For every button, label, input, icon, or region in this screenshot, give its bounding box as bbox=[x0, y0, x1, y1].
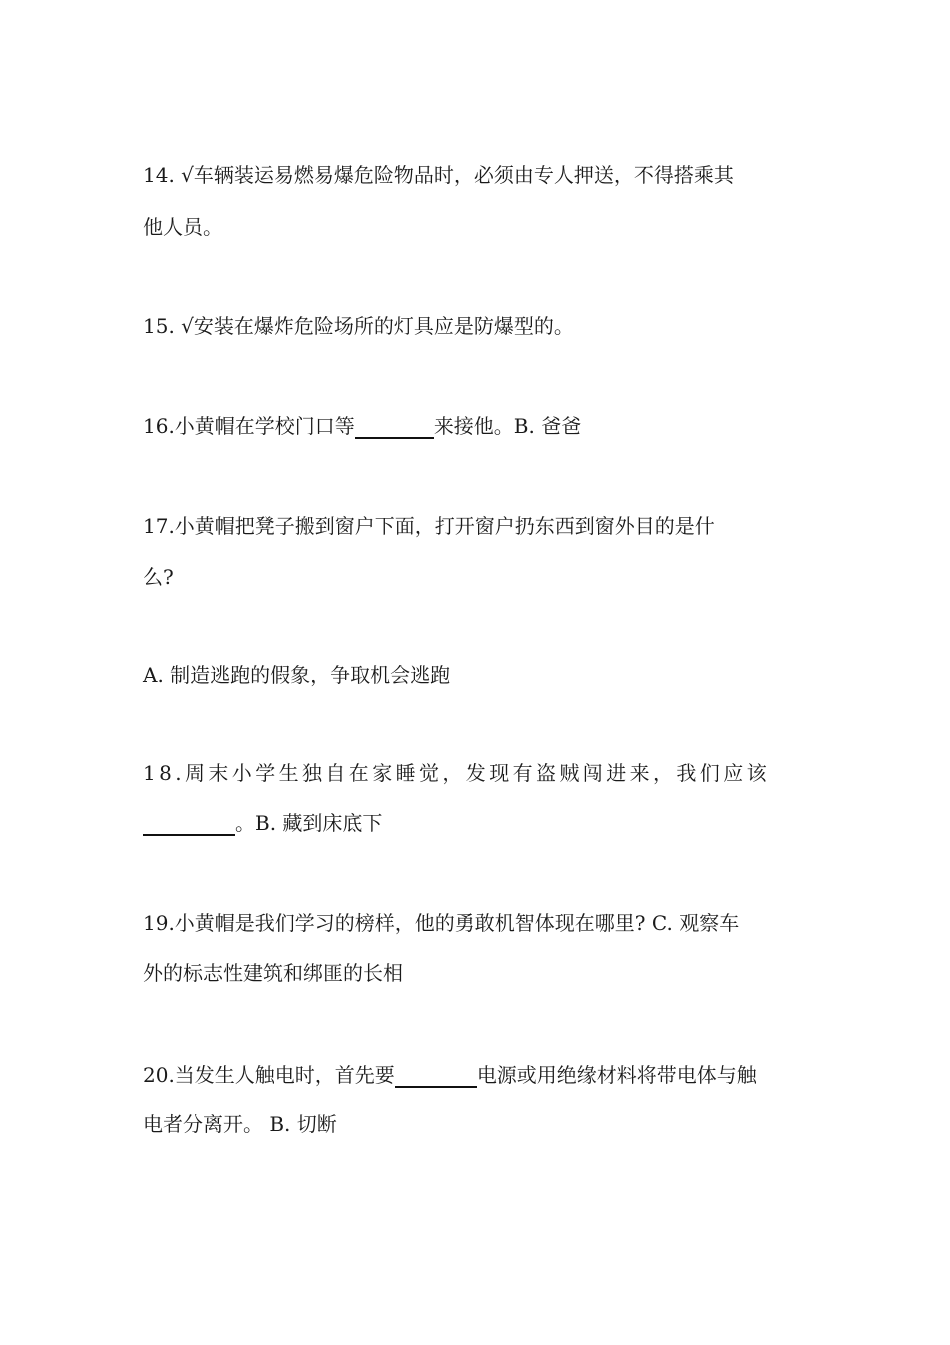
question-20-text: 20.当发生人触电时，首先要 bbox=[143, 1063, 395, 1087]
question-19-line-2: 外的标志性建筑和绑匪的长相 bbox=[143, 961, 403, 985]
question-16-answer: 来接他。B. 爸爸 bbox=[433, 414, 582, 438]
question-20-line-1 bbox=[143, 1060, 757, 1090]
question-19-line-1: 19.小黄帽是我们学习的榜样，他的勇敢机智体现在哪里? C. 观察车 bbox=[143, 911, 740, 935]
question-15: 15. √安装在爆炸危险场所的灯具应是防爆型的。 bbox=[143, 314, 574, 338]
answer-blank bbox=[395, 1062, 477, 1088]
question-20-line-2: 电者分离开。 B. 切断 bbox=[143, 1112, 337, 1136]
answer-blank bbox=[355, 413, 434, 439]
question-18-line-2 bbox=[143, 808, 382, 838]
question-17-answer: A. 制造逃跑的假象，争取机会逃跑 bbox=[143, 663, 451, 687]
question-16-text: 16.小黄帽在学校门口等 bbox=[143, 414, 355, 438]
answer-blank bbox=[143, 810, 235, 836]
question-17-line-1: 17.小黄帽把凳子搬到窗户下面，打开窗户扔东西到窗外目的是什 bbox=[143, 514, 715, 538]
question-17-line-2: 么? bbox=[143, 565, 174, 589]
question-20-text-cont: 电源或用绝缘材料将带电体与触 bbox=[476, 1063, 757, 1087]
question-18-line-1: 18.周末小学生独自在家睡觉，发现有盗贼闯进来，我们应该 bbox=[143, 761, 771, 785]
question-14-line-1: 14. √车辆装运易燃易爆危险物品时，必须由专人押送，不得搭乘其 bbox=[143, 163, 734, 187]
question-16 bbox=[143, 411, 581, 441]
question-14-line-2: 他人员。 bbox=[143, 215, 223, 239]
question-18-answer: 。B. 藏到床底下 bbox=[235, 811, 383, 835]
